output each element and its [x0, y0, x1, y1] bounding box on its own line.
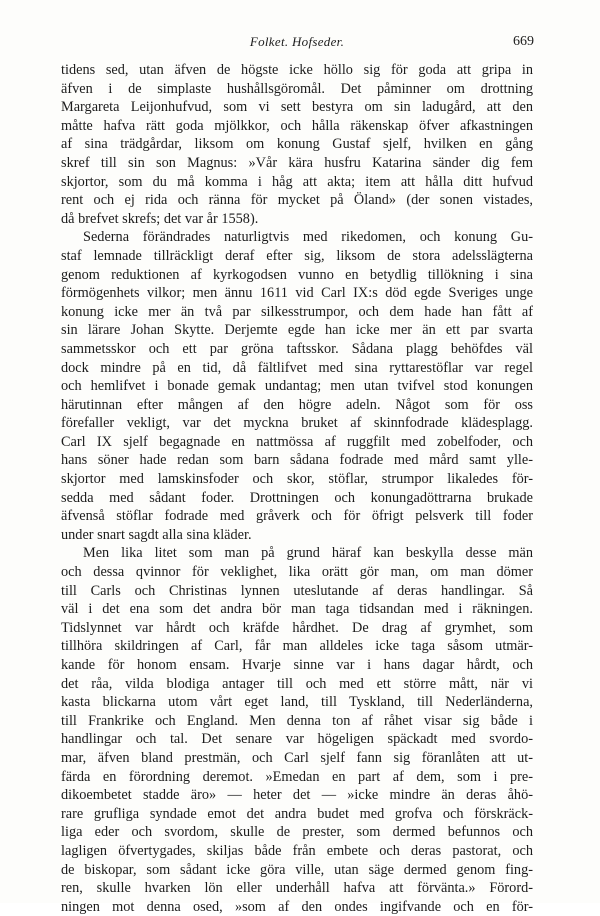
text-line: färda en förordning deremot. »Emedan en part af dem, som i pre-: [61, 768, 533, 785]
text-line: genom reduktionen af kyrkogodsen vunno en betydlig tillökning i sina: [61, 266, 533, 283]
text-line: de biskopar, som sådant icke göra ville, utan säge dermed genom fing-: [61, 861, 533, 878]
text-line: Tidslynnet var hårdt och kräfde hårdhet. De drag af grymhet, som: [61, 619, 533, 636]
text-line: till Carls och Christinas lynnen uteslutande af deras handlingar. Så: [61, 582, 533, 599]
text-line: tidens sed, utan äfven de högste icke höllo sig för goda att gripa in: [61, 62, 533, 78]
text-line: förmögenhets vilkor; men ännu 1611 vid Carl IX:s död egde Sveriges unge: [61, 285, 533, 302]
text-line: staf lemnade tillräckligt deraf efter sig, liksom de stora adelsslägterna: [61, 247, 533, 264]
text-line: sedda med sådant foder. Drottningen och konungadöttrarna brukade: [61, 489, 533, 506]
text-line: härutinnan efter mången af den högre adeln. Något som för oss: [61, 396, 533, 413]
text-line: rent och ej rida och ränna för mycket på Öland» (der sonen vistades,: [61, 192, 533, 209]
text-line: kande för honom ensam. Hvarje sinne var i hans dagar hårdt, och: [61, 657, 533, 673]
body-text: [61, 61, 533, 916]
text-line: lagligen öfvertygades, skiljas både från embete och deras pastorat, och: [61, 842, 533, 859]
page-number: 669: [513, 34, 534, 49]
text-line: måtte hafva rätt goda mjölkkor, och hålla räkenskap öfver afkastningen: [61, 117, 533, 134]
text-line: förefaller vekligt, var det myckna bruket af skinnfodrade klädesplagg.: [61, 415, 533, 432]
text-line: kasta blickarna utom vårt eget land, till Tyskland, till Nederländerna,: [61, 694, 533, 711]
running-title: Folket. Hofseder.: [249, 34, 345, 49]
text-line: sammetsskor och ett par gröna taftsskor. Sådana plagg behöfdes väl: [61, 340, 533, 357]
text-line: konung icke mer än två par silkesstrumpor, och dem hade han fått af: [61, 303, 533, 320]
text-line: tillhöra skildringen af Carl, får man alldeles icke taga såsom utmär-: [61, 638, 533, 655]
text-line: äfven i de simplaste hushållsgöromål. Det påminner om drottning: [61, 80, 533, 97]
text-line: under snart sagdt alla sina kläder.: [61, 526, 252, 543]
text-line: Men lika litet som man på grund häraf kan beskylla desse män: [83, 545, 533, 562]
text-line: skjortor, som du må komma i håg att akta; item att hålla ditt hufvud: [61, 173, 533, 190]
text-line: skjortor med lamskinsfoder och skor, stöflar, strumpor likaledes för-: [61, 471, 533, 488]
text-line: ningen mot denna osed, »som af den ondes ingifvande och en för-: [61, 898, 533, 915]
text-line: Margareta Leijonhufvud, som vi sett bestyra om sin ladugård, att den: [61, 99, 533, 116]
text-line: äfvenså stöflar fodrade med gråverk och för öfrigt pelsverk till foder: [61, 508, 533, 525]
text-line: sin lärare Johan Skytte. Derjemte egde han icke mer än ett par svarta: [61, 322, 533, 339]
text-line: det råa, vilda blodiga antager till och med ett större mått, när vi: [61, 675, 533, 692]
text-line: Carl IX sjelf begagnade en nattmössa af ruggfilt med zobelfoder, och: [61, 433, 533, 450]
text-line: då brefvet skrefs; det var år 1558).: [61, 210, 259, 227]
text-line: till Frankrike och England. Men denna ton af råhet visar sig både i: [61, 712, 533, 729]
text-line: hans söner hade redan som barn sådana fodrade med mård samt ylle-: [61, 452, 533, 469]
text-line: handlingar och tal. Det senare var högeligen späckadt med svordo-: [61, 731, 533, 748]
text-line: rare grufliga syndade emot det andra budet med grofva och förskräck-: [61, 805, 533, 822]
text-line: mar, äfven bland prestmän, och Carl sjelf fann sig föranlåten att ut-: [61, 749, 533, 766]
text-line: liga eder och svordom, skulle de prester, som dermed befunnos och: [61, 824, 533, 841]
text-line: ren, skulle hvarken lön eller underhåll hafva att förvänta.» Förord-: [61, 880, 533, 897]
text-line: af sina trädgårdar, liksom om konung Gustaf sjelf, hvilken en gång: [61, 136, 533, 153]
text-line: dock mindre på en tid, då fältlifvet med sina ryttarestöflar var regel: [61, 359, 533, 376]
text-line: skref till sin son Magnus: »Vår kära husfru Katarina sänder dig fem: [61, 154, 533, 171]
text-line: Sederna förändrades naturligtvis med rikedomen, och konung Gu-: [83, 229, 533, 246]
page-header: [62, 34, 532, 54]
text-line: och hemlifvet i bonade gemak undantag; men utan tvifvel stod konungen: [61, 378, 533, 395]
text-line: och dessa qvinnor för veklighet, lika orätt gör man, om man dömer: [61, 564, 533, 581]
text-line: dikoembetet stadde äro» — heter det — »icke mindre än deras åhö-: [61, 787, 533, 804]
text-line: väl i det ena som det andra bör man taga tidsandan med i räkningen.: [61, 601, 533, 618]
